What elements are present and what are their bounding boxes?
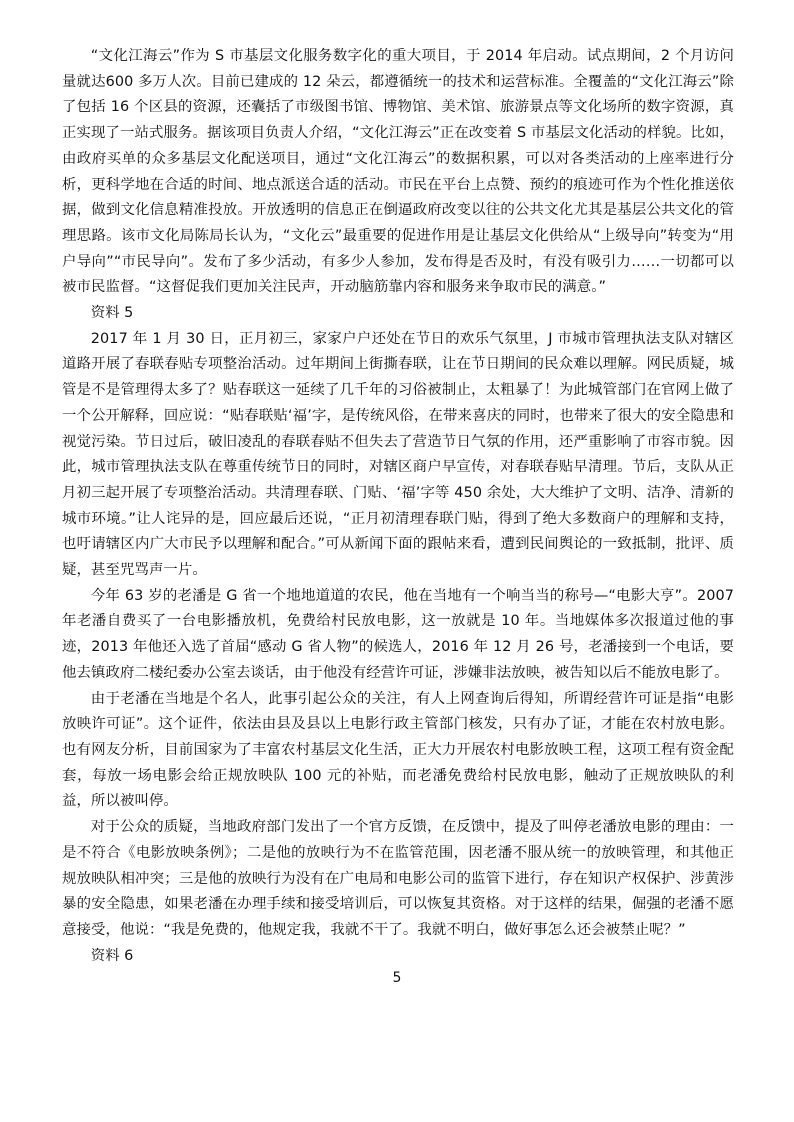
- section-heading-material-5: 资料 5: [90, 305, 134, 322]
- document-body: [62, 44, 734, 969]
- paragraph-spring-couplets: 2017 年 1 月 30 日，正月初三，家家户户还处在节日的欢乐气氛里，J 市城市管理执法支队对辖区道路开展了春联春贴专项整治活动。过年期间上街撕春联，让在节日期间的民众难以理解。网民质疑，城管是不是管理得太多了？贴春联这一延续了几千年的习俗被制止，太粗暴了！为此城管部门在官网上做了一个公开解释，回应说：“贴春联贴‘福’字，是传统风俗，在带来喜庆的同时，也带来了很大的安全隐患和视觉污染。节日过后，破旧凌乱的春联春贴不但失去了营造节日气氛的作用，还严重影响了市容市貌。因此，城市管理执法支队在尊重传统节日的同时，对辖区商户早宣传，对春联春贴早清理。节后，支队从正月初三起开展了专项整治活动。共清理春联、门贴、‘福’字等 450 余处，大大维护了文明、洁净、清新的城市环境。”让人诧异的是，回应最后还说，“正月初清理春联门贴，得到了绝大多数商户的理解和支持，也吁请辖区内广大市民予以理解和配合。”可从新闻下面的跟帖来看，遭到民间舆论的一致抵制，批评、质疑，甚至咒骂声一片。: [62, 330, 734, 579]
- paragraph-lao-pan-intro: 今年 63 岁的老潘是 G 省一个地地道道的农民，他在当地有一个响当当的称号—“电影大亨”。2007 年老潘自费买了一台电影播放机，免费给村民放电影，这一放就是 10 年。当地媒体多次报道过他的事迹，2013 年他还入选了首届“感动 G 省人物”的候选人，2016 年 12 月 26 号，老潘接到一个电话，要他去镇政府二楼纪委办公室去谈话，由于他没有经营许可证，涉嫌非法放映，被告知以后不能放电影了。: [62, 587, 734, 681]
- paragraph-culture-cloud: “文化江海云”作为 S 市基层文化服务数字化的重大项目，于 2014 年启动。试点期间，2 个月访问量就达600 多万人次。目前已建成的 12 朵云，都遵循统一的技术和运营标准。全覆盖的“文化江海云”除了包括 16 个区县的资源，还囊括了市级图书馆、博物馆、美术馆、旅游景点等文化场所的数字资源，真正实现了一站式服务。据该项目负责人介绍，“文化江海云”正在改变着 S 市基层文化活动的样貌。比如，由政府买单的众多基层文化配送项目，通过“文化江海云”的数据积累，可以对各类活动的上座率进行分析，更科学地在合适的时间、地点派送合适的活动。市民在平台上点赞、预约的痕迹可作为个性化推送依据，做到文化信息精准投放。开放透明的信息正在倒逼政府改变以往的公共文化尤其是基层公共文化的管理思路。该市文化局陈局长认为，“文化云”最重要的促进作用是让基层文化供给从“上级导向”转变为“用户导向”“市民导向”。发布了多少活动，有多少人参加，发布得是否及时，有没有吸引力……一切都可以被市民监督。“这督促我们更加关注民声，开动脑筋靠内容和服务来争取市民的满意。”: [62, 48, 734, 296]
- section-heading-material-6: 资料 6: [90, 947, 134, 964]
- page-number: 5: [392, 970, 402, 986]
- paragraph-license-analysis: 由于老潘在当地是个名人，此事引起公众的关注，有人上网查询后得知，所谓经营许可证是指“电影放映许可证”。这个证件，依法由县及县以上电影行政主管部门核发，只有办了证，才能在农村放电影。也有网友分析，目前国家为了丰富农村基层文化生活，正大力开展农村电影放映工程，这项工程有资金配套，每放一场电影会给正规放映队 100 元的补贴，而老潘免费给村民放电影，触动了正规放映队的利益，所以被叫停。: [62, 690, 734, 810]
- paragraph-official-response: 对于公众的质疑，当地政府部门发出了一个官方反馈，在反馈中，提及了叫停老潘放电影的理由：一是不符合《电影放映条例》；二是他的放映行为不在监管范围，因老潘不服从统一的放映管理，和其他正规放映队相冲突；三是他的放映行为没有在广电局和电影公司的监管下进行，存在知识产权保护、涉黄涉暴的安全隐患，如果老潘在办理手续和接受培训后，可以恢复其资格。对于这样的结果，倔强的老潘不愿意接受，他说：“我是免费的，他规定我，我就不干了。我就不明白，做好事怎么还会被禁止呢？”: [62, 819, 734, 938]
